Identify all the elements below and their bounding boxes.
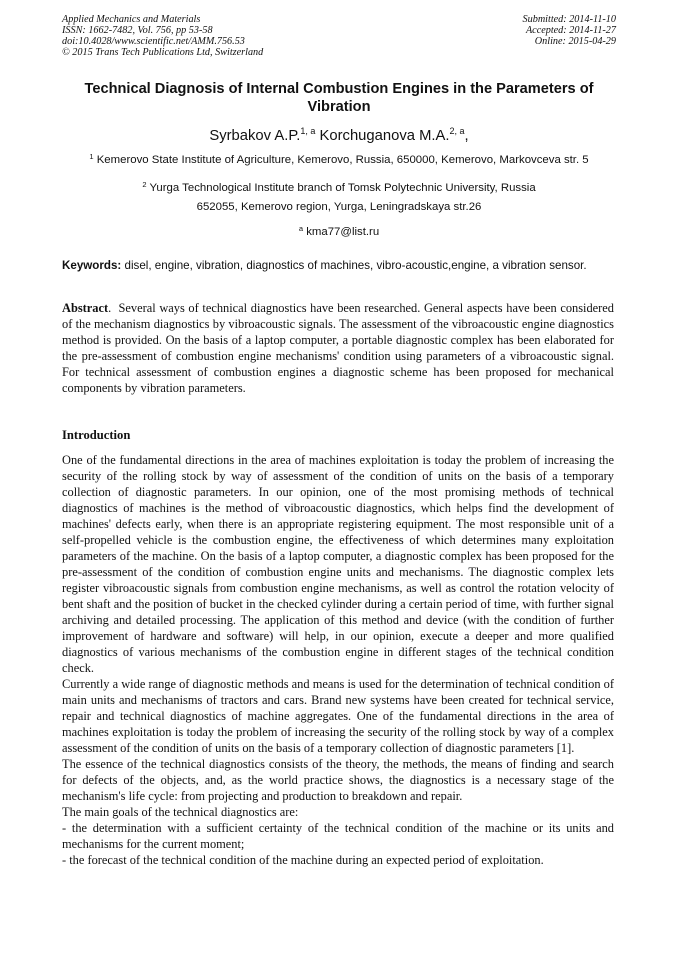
affiliation-text: Yurga Technological Institute branch of Tomsk Polytechnic University, Russia [149,182,536,194]
introduction-body [62,452,614,868]
affiliation-1 [62,150,616,167]
accepted-date: Accepted: 2014-11-27 [525,25,616,36]
author-name: Syrbakov A.P. [209,128,301,144]
paper-title: Technical Diagnosis of Internal Combustion Engines in the Parameters of Vibration [84,81,594,115]
contact-email [62,222,616,239]
email-address: kma77@list.ru [306,226,380,238]
email-marker: a [298,224,304,233]
author-name: Korchuganova M.A. [319,128,450,144]
list-item: - the forecast of the technical condition of the machine during an expected period of exploitation. [62,853,544,867]
list-item: - the determination with a sufficient certainty of the technical condition of the machine or its units and mechanisms for the current moment; [62,821,614,851]
affiliation-marker: 2 [142,180,147,189]
author-trailing: , [464,128,469,144]
affiliation-2-address: 652055, Kemerovo region, Yurga, Leningradskaya str.26 [196,201,482,213]
paragraph: The main goals of the technical diagnostics are: [62,805,299,819]
affiliation-2 [62,178,616,195]
author-superscript: 1, a [300,126,316,136]
journal-doi: doi:10.4028/www.scientific.net/AMM.756.53 [62,36,245,47]
abstract: Abstract. Several ways of technical diagnostics have been researched. General aspects have been considered of the mechanism diagnostics by vibroacoustic signals. The assessment of the vibroacoustic engine diagnostics method is provided. On the basis of a laptop computer, a portable diagnostic complex has been elaborated for the pre-assessment of combustion engine mechanisms' condition using parameters of a vibroacoustic signal. For technical assessment of combustion engines a diagnostic scheme has been proposed for mechanical components by vibration parameters. [62,301,614,395]
submission-dates [523,14,616,47]
online-date: Online: 2015-04-29 [534,36,616,47]
affiliation-marker: 1 [89,152,94,161]
author-line [62,122,616,145]
affiliation-text: Kemerovo State Institute of Agriculture, Kemerovo, Russia, 650000, Kemerovo, Markovceva str. 5 [96,154,589,166]
author-superscript: 2, a [449,126,465,136]
journal-copyright: © 2015 Trans Tech Publications Ltd, Switzerland [62,47,264,58]
keywords-label: Keywords: [62,259,122,272]
paragraph: Currently a wide range of diagnostic methods and means is used for the determination of technical condition of main units and mechanisms of tractors and cars. Brand new systems have been created for technical service, repair and technical diagnostics of machine aggregates. One of the fundamental directions in the area of machines exploitation is today the problem of increasing the security of the rolling stock by way of a complex assessment of the condition of units on the basis of a temporary collection of diagnostic parameters [1]. [62,677,614,755]
journal-issn: ISSN: 1662-7482, Vol. 756, pp 53-58 [62,25,213,36]
abstract-label: Abstract [62,301,109,315]
section-heading: Introduction [62,428,131,442]
keywords [62,258,614,273]
journal-info [62,14,263,58]
paragraph: The essence of the technical diagnostics consists of the theory, the methods, the means of finding and search for defects of the objects, and, as the world practice shows, the diagnostics is a necessary stage of the mechanism's life cycle: from projecting and production to breakdown and repair. [62,757,614,803]
keywords-text: disel, engine, vibration, diagnostics of machines, vibro-acoustic,engine, a vibration sensor. [124,259,587,272]
submitted-date: Submitted: 2014-11-10 [522,14,616,25]
journal-name: Applied Mechanics and Materials [62,14,201,25]
paragraph: One of the fundamental directions in the area of machines exploitation is today the problem of increasing the security of the rolling stock by way of assessment of the condition of units on the basis of a temporary collection of diagnostic parameters. In our opinion, one of the most promising methods of technical diagnostics of machines is the method of vibroacoustic diagnostics, which helps find the development of machines' defects early, when there is an appropriate registering equipment. The most responsible unit of a self-propelled vehicle is the combustion engine, the effectiveness of which determines many exploitation parameters of the machine. On the basis of a laptop computer, a diagnostic complex has been proposed for the pre-assessment of the condition of combustion engine units and mechanisms. The diagnostic complex lets register vibroacoustic signals from combustion engine mechanisms, as well as control the rotation velocity of bent shaft and the position of bucket in the checked cylinder during a certain period of time, with further signal archiving and detailed processing. The application of this method and device (with the condition of further improvement of hardware and software) will help, in our opinion, execute a deeper and more qualified diagnostics of various mechanisms of the combustion engine in different stages of the technical condition check. [62,453,614,675]
abstract-text: Several ways of technical diagnostics have been researched. General aspects have been considered of the mechanism diagnostics by vibroacoustic signals. The assessment of the vibroacoustic engine diagnostics method is provided. On the basis of a laptop computer, a portable diagnostic complex has been elaborated for the pre-assessment of combustion engine mechanisms' condition using parameters of a vibroacoustic signal. For technical assessment of combustion engines a diagnostic scheme has been proposed for mechanical components by vibration parameters. [62,301,614,395]
